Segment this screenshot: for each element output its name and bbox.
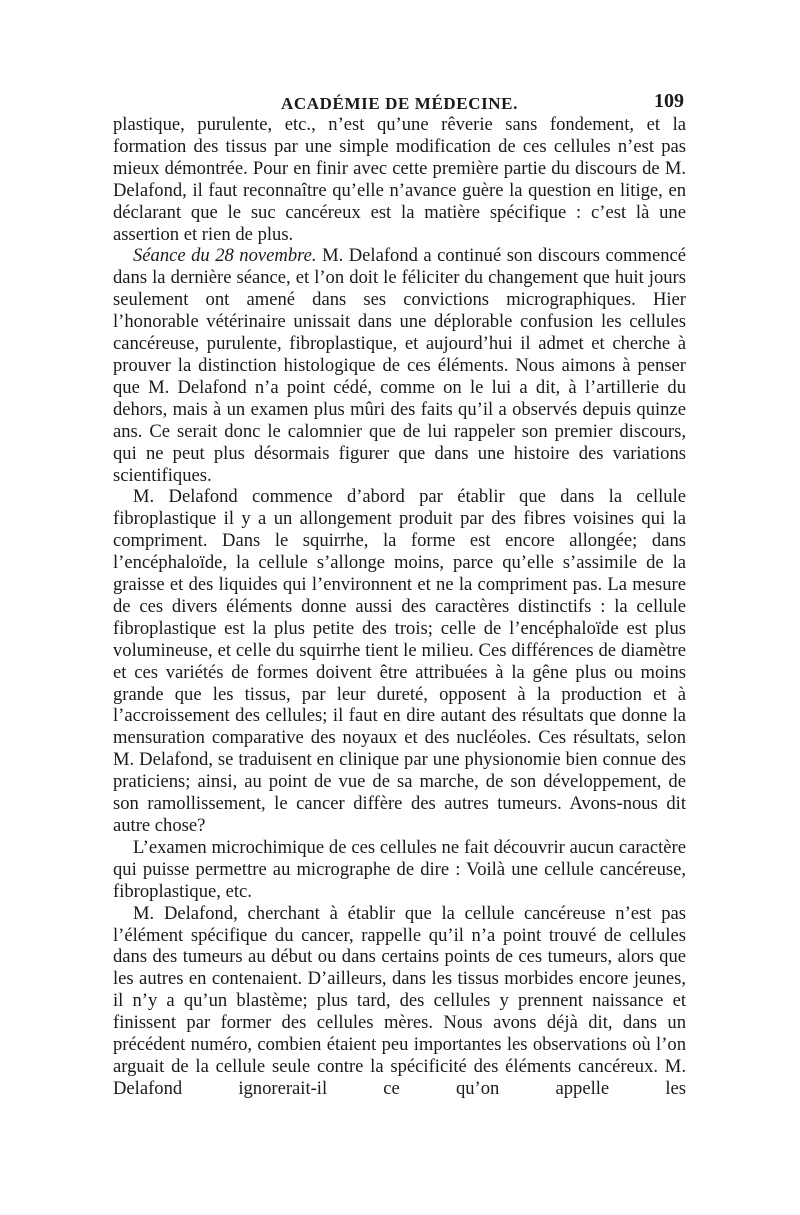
session-date: Séance du 28 novembre. [133, 245, 317, 267]
paragraph-text: M. Delafond a continué son discours commencé dans la dernière séance, et l’on doit le féliciter du changement que huit jours seulement ont amené dans ses convictions micrographiques. Hier l’honorable vétérinaire unissait dans une déplorable confusion les cellules cancéreuse, purulente, fibroplastique, et aujourd’hui il admet et cherche à prouver la distinction histologique de ces éléments. Nous aimons à penser que M. Delafond n’a point cédé, comme on le lui a dit, à l’artillerie du dehors, mais à un examen plus mûri des faits qu’il a observés depuis quinze ans. Ce serait donc le calomnier que de lui rappeler son premier discours, qui ne peut plus désormais figurer que dans une histoire des variations scientifiques. [113, 245, 687, 486]
paragraph: M. Delafond commence d’abord par établir que dans la cellule fibroplastique il y a un allongement produit par des fibres voisines qui la compriment. Dans le squirrhe, la forme est encore allongée; dans l’encéphaloïde, la cellule s’allonge moins, parce qu’elle s’assimile de la graisse et des liquides qui l’environnent et ne la compriment pas. La mesure de ces divers éléments donne aussi des caractères distinctifs : la cellule fibroplastique est la plus petite des trois; celle de l’encéphaloïde est plus volumineuse, et celle du squirrhe tient le milieu. Ces différences de diamètre et ces variétés de formes doivent être attribuées à la gêne plus ou moins grande que les tissus, par leur dureté, opposent à la production et à l’accroissement des cellules; il faut en dire autant des résultats que donne la mensuration comparative des noyaux et des nucléoles. Ces résultats, selon M. Delafond, se traduisent en clinique par une physionomie bien connue des praticiens; ainsi, au point de vue de sa marche, de son développement, de son ramollissement, le cancer diffère des autres tumeurs. Avons-nous dit autre chose? [113, 486, 686, 836]
page [113, 88, 686, 1100]
paragraph: plastique, purulente, etc., n’est qu’une rêverie sans fondement, et la formation des tissus par une simple modification de ces cellules n’est pas mieux démontrée. Pour en finir avec cette première partie du discours de M. Delafond, il faut reconnaître qu’elle n’avance guère la question en litige, en déclarant que le suc cancéreux est la matière spécifique : c’est là une assertion et rien de plus. [113, 114, 686, 245]
paragraph: L’examen microchimique de ces cellules ne fait découvrir aucun caractère qui puisse permettre au micrographe de dire : Voilà une cellule cancéreuse, fibroplastique, etc. [113, 836, 686, 902]
page-number: 109 [654, 90, 684, 112]
running-head: ACADÉMIE DE MÉDECINE. [281, 94, 518, 113]
paragraph: M. Delafond, cherchant à établir que la cellule cancéreuse n’est pas l’élément spécifique du cancer, rappelle qu’il n’a point trouvé de cellules dans des tumeurs au début ou dans certains points de ces tumeurs, alors que les autres en contenaient. D’ailleurs, dans les tissus morbides encore jeunes, il n’y a qu’un blastème; plus tard, des cellules y prennent naissance et finissent par former des cellules mères. Nous avons déjà dit, dans un précédent numéro, combien étaient peu importantes les observations où l’on arguait de la cellule seule contre la spécificité des éléments cancéreux. M. Delafond ignorerait-il ce qu’on appelle les [113, 902, 686, 1099]
body-text [113, 114, 686, 1100]
page-header [113, 88, 686, 114]
paragraph [113, 245, 686, 486]
